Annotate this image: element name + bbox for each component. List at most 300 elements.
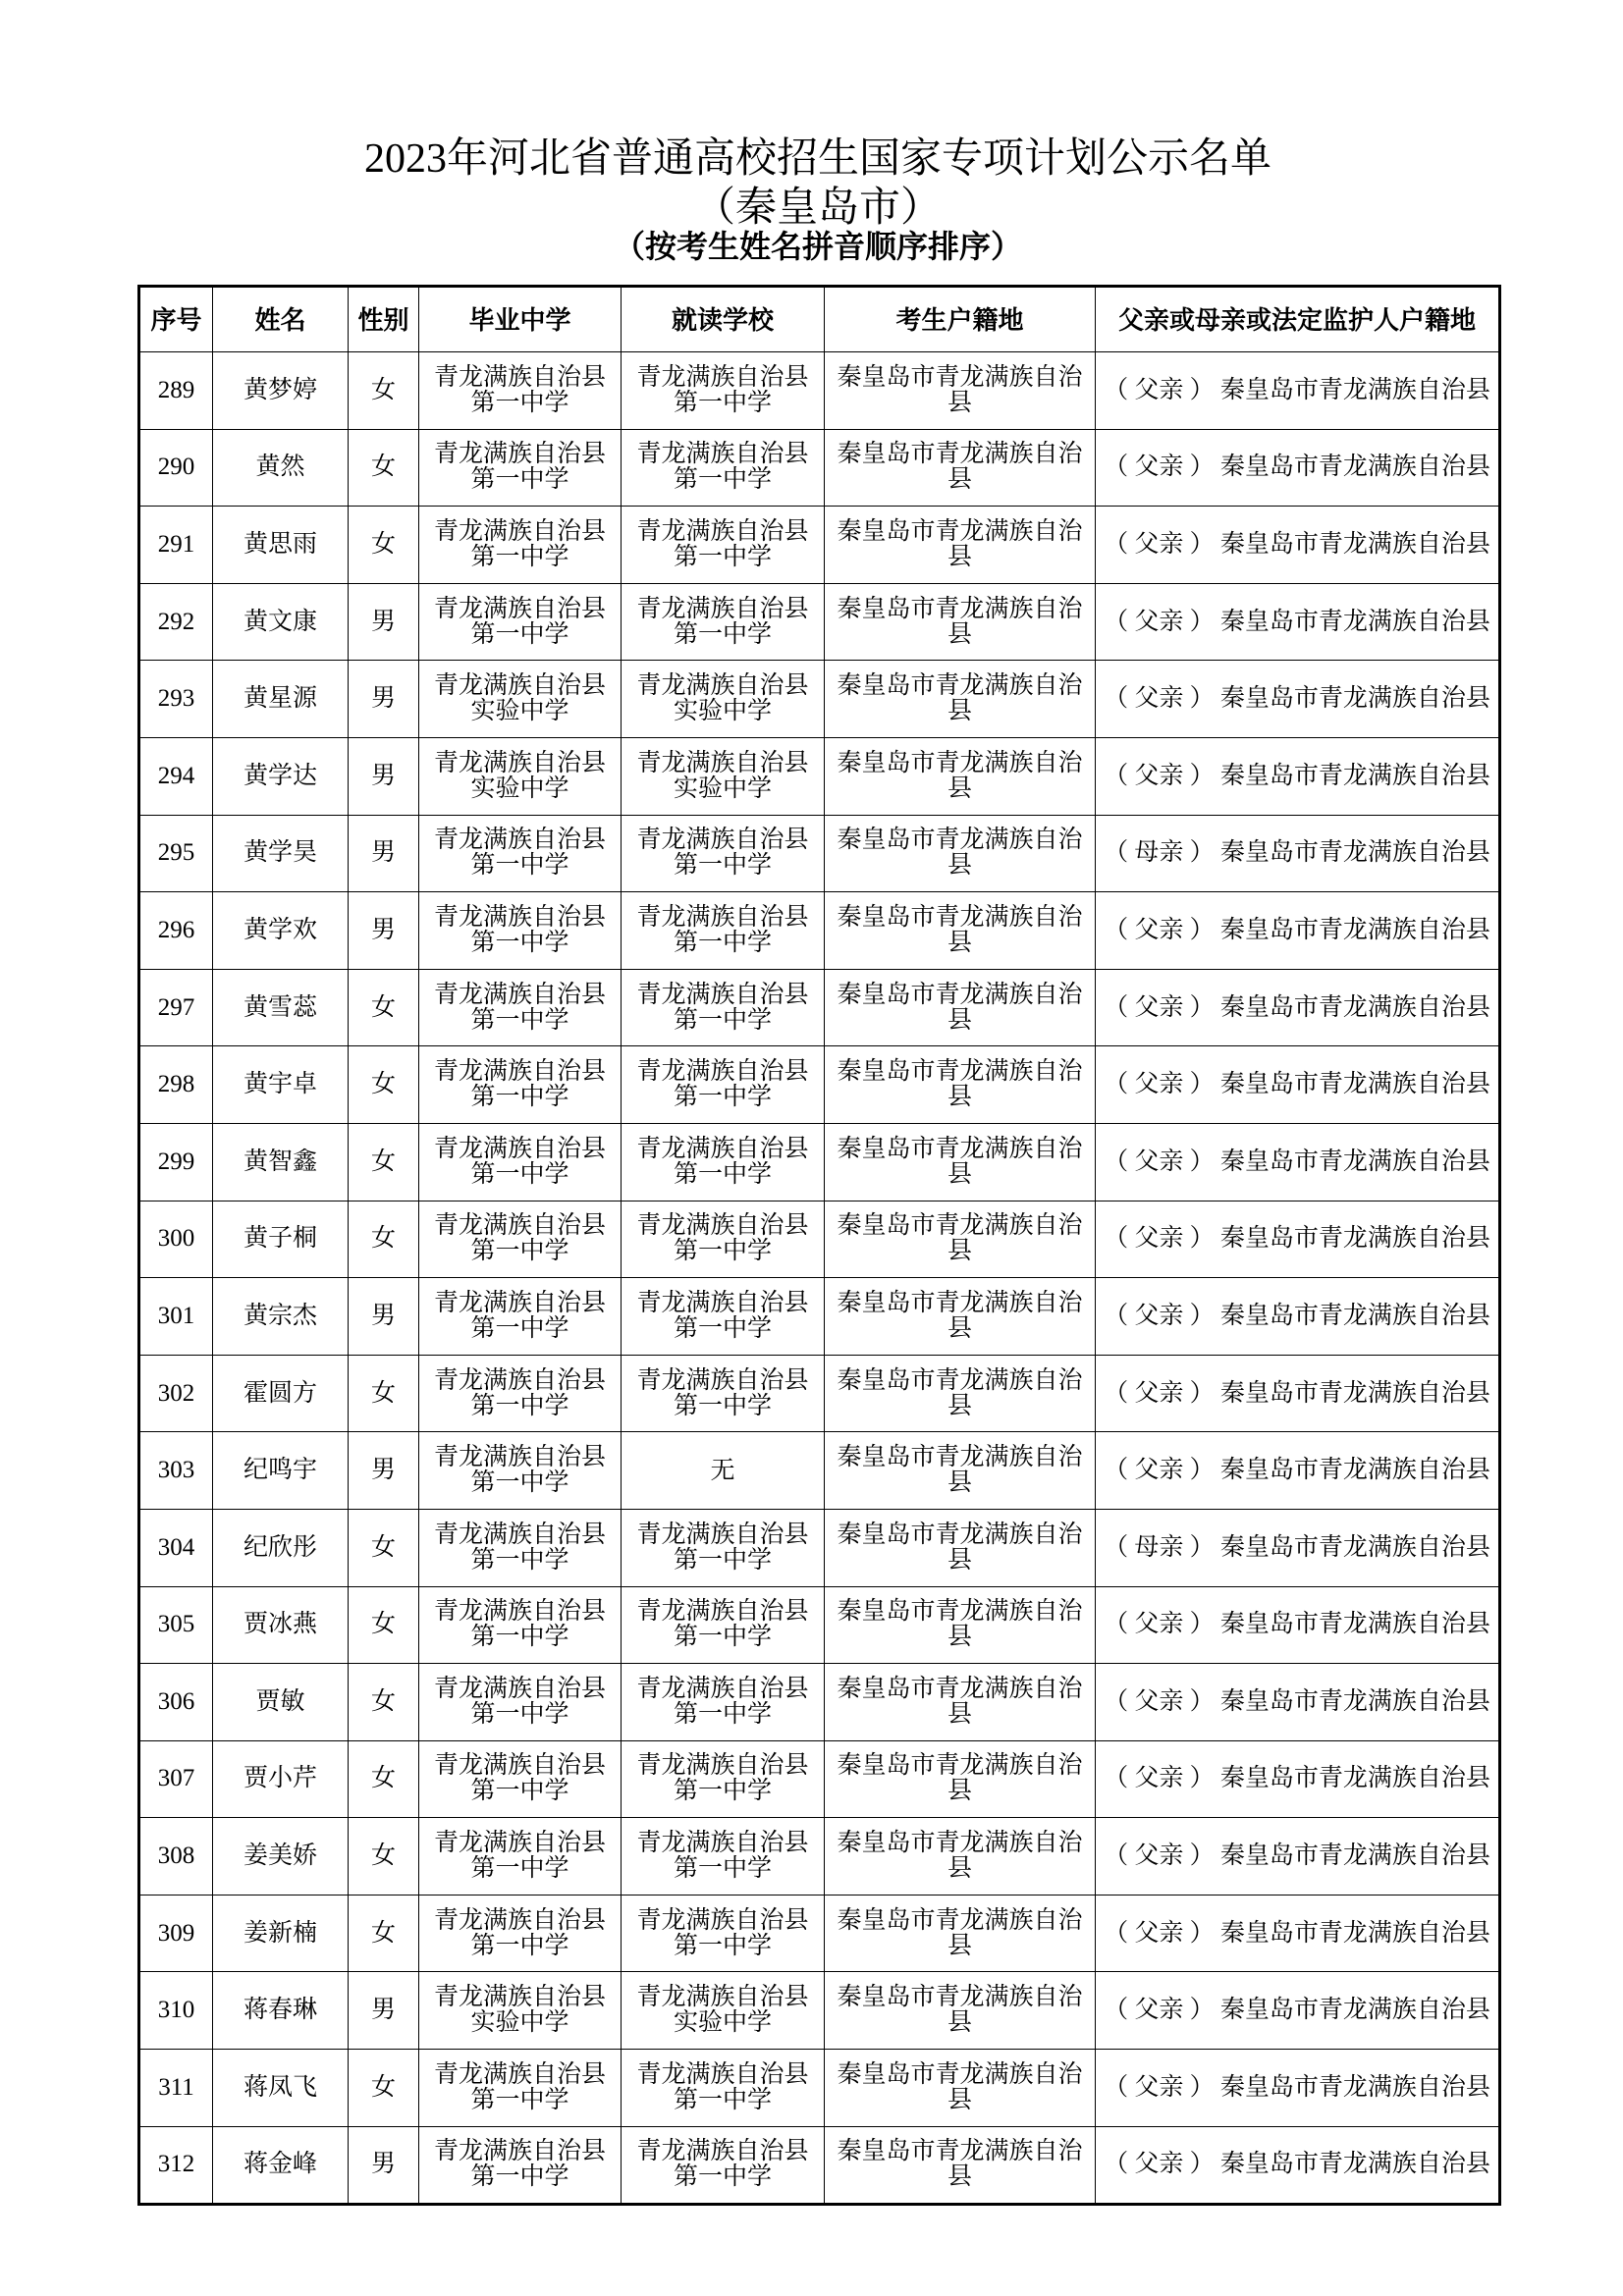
cell-student-hukou-text: 秦皇岛市青龙满族自治县 <box>837 1212 1083 1265</box>
cell-student-hukou-text: 秦皇岛市青龙满族自治县 <box>837 1675 1083 1728</box>
cell-student-hukou-text: 秦皇岛市青龙满族自治县 <box>837 981 1083 1034</box>
cell-gender <box>349 429 419 507</box>
cell-serial-number <box>139 815 213 892</box>
cell-current-school <box>622 1123 825 1201</box>
cell-student-name <box>213 1432 349 1510</box>
cell-guardian-hukou <box>1096 352 1500 430</box>
cell-gender-text: 女 <box>370 1687 396 1715</box>
cell-serial-number <box>139 2050 213 2127</box>
cell-current-school <box>622 1740 825 1818</box>
cell-student-name-text: 贾冰燕 <box>243 1611 317 1638</box>
cell-guardian-hukou <box>1096 1046 1500 1124</box>
cell-graduation-school <box>419 352 622 430</box>
cell-serial-number-text: 293 <box>157 685 195 713</box>
cell-serial-number <box>139 1046 213 1124</box>
cell-student-name-text: 黄子桐 <box>243 1225 317 1253</box>
table-row <box>139 1123 1500 1201</box>
cell-guardian-hukou <box>1096 1895 1500 1972</box>
table-row <box>139 507 1500 584</box>
cell-student-hukou <box>825 1432 1096 1510</box>
cell-current-school-text: 青龙满族自治县实验中学 <box>636 672 809 725</box>
table-row <box>139 892 1500 970</box>
header-gender: 性别 <box>349 287 419 352</box>
cell-serial-number <box>139 507 213 584</box>
cell-student-name <box>213 1818 349 1896</box>
cell-current-school-text: 无 <box>710 1457 735 1484</box>
cell-serial-number-text: 300 <box>157 1225 195 1253</box>
cell-serial-number <box>139 1586 213 1664</box>
cell-guardian-hukou-text: （ 父亲 ） 秦皇岛市青龙满族自治县 <box>1104 1071 1490 1098</box>
cell-student-name-text: 黄雪蕊 <box>243 993 317 1021</box>
table-row <box>139 737 1500 815</box>
cell-current-school <box>622 2126 825 2205</box>
table-row <box>139 1664 1500 1741</box>
cell-graduation-school-text: 青龙满族自治县第一中学 <box>433 1444 606 1497</box>
cell-gender <box>349 815 419 892</box>
cell-guardian-hukou-text: （ 父亲 ） 秦皇岛市青龙满族自治县 <box>1104 2151 1490 2178</box>
cell-student-hukou <box>825 1664 1096 1741</box>
cell-serial-number-text: 310 <box>157 1997 195 2024</box>
cell-gender <box>349 1432 419 1510</box>
cell-guardian-hukou-text: （ 父亲 ） 秦皇岛市青龙满族自治县 <box>1104 376 1490 403</box>
cell-current-school-text: 青龙满族自治县实验中学 <box>636 1984 809 2037</box>
cell-graduation-school <box>419 1586 622 1664</box>
cell-student-name-text: 黄学昊 <box>243 839 317 867</box>
cell-student-hukou-text: 秦皇岛市青龙满族自治县 <box>837 441 1083 494</box>
table-row <box>139 1895 1500 1972</box>
cell-student-name <box>213 1046 349 1124</box>
cell-serial-number <box>139 969 213 1046</box>
table-row <box>139 1586 1500 1664</box>
table-row <box>139 1278 1500 1356</box>
cell-serial-number-text: 306 <box>157 1687 195 1715</box>
cell-serial-number-text: 307 <box>157 1765 195 1792</box>
table-row <box>139 1201 1500 1278</box>
cell-current-school <box>622 2050 825 2127</box>
table-row <box>139 352 1500 430</box>
cell-student-hukou-text: 秦皇岛市青龙满族自治县 <box>837 1984 1083 2037</box>
cell-guardian-hukou <box>1096 583 1500 661</box>
cell-graduation-school-text: 青龙满族自治县第一中学 <box>433 1598 606 1651</box>
cell-student-hukou-text: 秦皇岛市青龙满族自治县 <box>837 1289 1083 1342</box>
cell-current-school-text: 青龙满族自治县第一中学 <box>636 1752 809 1805</box>
cell-student-hukou-text: 秦皇岛市青龙满族自治县 <box>837 1830 1083 1883</box>
cell-graduation-school-text: 青龙满族自治县第一中学 <box>433 1366 606 1419</box>
cell-graduation-school-text: 青龙满族自治县第一中学 <box>433 1058 606 1111</box>
cell-gender-text: 男 <box>370 839 396 867</box>
cell-graduation-school <box>419 969 622 1046</box>
cell-student-hukou-text: 秦皇岛市青龙满族自治县 <box>837 1058 1083 1111</box>
cell-student-hukou <box>825 661 1096 738</box>
cell-guardian-hukou-text: （ 父亲 ） 秦皇岛市青龙满族自治县 <box>1104 1611 1490 1638</box>
cell-current-school <box>622 507 825 584</box>
cell-serial-number <box>139 1201 213 1278</box>
cell-gender <box>349 1278 419 1356</box>
cell-graduation-school <box>419 1509 622 1586</box>
cell-serial-number-text: 309 <box>157 1919 195 1947</box>
cell-student-hukou-text: 秦皇岛市青龙满族自治县 <box>837 1906 1083 1959</box>
cell-student-hukou-text: 秦皇岛市青龙满族自治县 <box>837 827 1083 880</box>
cell-current-school <box>622 429 825 507</box>
table-row <box>139 429 1500 507</box>
sort-note: （按考生姓名拼音顺序排序） <box>613 229 1022 264</box>
table-row <box>139 1432 1500 1510</box>
cell-current-school-text: 青龙满族自治县第一中学 <box>636 903 809 956</box>
cell-serial-number <box>139 1355 213 1432</box>
cell-gender-text: 女 <box>370 993 396 1021</box>
cell-serial-number <box>139 1432 213 1510</box>
cell-student-hukou <box>825 1278 1096 1356</box>
cell-guardian-hukou <box>1096 429 1500 507</box>
cell-student-hukou-text: 秦皇岛市青龙满族自治县 <box>837 672 1083 725</box>
document-region: （秦皇岛市） <box>693 186 942 231</box>
cell-current-school-text: 青龙满族自治县第一中学 <box>636 1058 809 1111</box>
cell-student-name-text: 贾小芹 <box>243 1765 317 1792</box>
cell-student-name <box>213 1201 349 1278</box>
cell-student-hukou-text: 秦皇岛市青龙满族自治县 <box>837 1444 1083 1497</box>
cell-graduation-school <box>419 1664 622 1741</box>
cell-student-name <box>213 429 349 507</box>
cell-guardian-hukou-text: （ 父亲 ） 秦皇岛市青龙满族自治县 <box>1104 762 1490 789</box>
cell-gender-text: 女 <box>370 1148 396 1175</box>
cell-gender-text: 女 <box>370 530 396 558</box>
cell-graduation-school-text: 青龙满族自治县第一中学 <box>433 903 606 956</box>
cell-current-school <box>622 1818 825 1896</box>
cell-gender-text: 女 <box>370 1225 396 1253</box>
cell-student-hukou-text: 秦皇岛市青龙满族自治县 <box>837 517 1083 570</box>
cell-serial-number-text: 308 <box>157 1842 195 1870</box>
header-current-school: 就读学校 <box>622 287 825 352</box>
table-row <box>139 2126 1500 2205</box>
cell-student-hukou-text: 秦皇岛市青龙满族自治县 <box>837 363 1083 416</box>
cell-guardian-hukou <box>1096 1740 1500 1818</box>
cell-gender <box>349 352 419 430</box>
cell-student-name <box>213 2050 349 2127</box>
cell-gender <box>349 2050 419 2127</box>
table-row <box>139 1046 1500 1124</box>
cell-gender <box>349 1740 419 1818</box>
cell-student-name <box>213 583 349 661</box>
cell-student-name <box>213 1740 349 1818</box>
cell-student-hukou <box>825 1201 1096 1278</box>
cell-current-school-text: 青龙满族自治县第一中学 <box>636 2060 809 2113</box>
cell-serial-number <box>139 1664 213 1741</box>
cell-guardian-hukou-text: （ 父亲 ） 秦皇岛市青龙满族自治县 <box>1104 1842 1490 1870</box>
table-row <box>139 1818 1500 1896</box>
cell-student-name <box>213 1586 349 1664</box>
cell-current-school <box>622 737 825 815</box>
cell-graduation-school <box>419 1123 622 1201</box>
cell-graduation-school <box>419 2126 622 2205</box>
cell-student-hukou <box>825 1818 1096 1896</box>
cell-current-school <box>622 815 825 892</box>
cell-serial-number-text: 305 <box>157 1611 195 1638</box>
cell-gender <box>349 661 419 738</box>
cell-gender <box>349 1355 419 1432</box>
cell-current-school <box>622 1201 825 1278</box>
cell-student-hukou-text: 秦皇岛市青龙满族自治县 <box>837 1366 1083 1419</box>
cell-current-school-text: 青龙满族自治县第一中学 <box>636 1598 809 1651</box>
cell-guardian-hukou-text: （ 父亲 ） 秦皇岛市青龙满族自治县 <box>1104 993 1490 1021</box>
cell-student-hukou <box>825 737 1096 815</box>
cell-serial-number-text: 312 <box>157 2151 195 2178</box>
cell-student-name-text: 纪鸣宇 <box>243 1457 317 1484</box>
cell-student-hukou <box>825 1586 1096 1664</box>
cell-current-school-text: 青龙满族自治县第一中学 <box>636 1366 809 1419</box>
cell-current-school-text: 青龙满族自治县第一中学 <box>636 2138 809 2191</box>
cell-student-hukou-text: 秦皇岛市青龙满族自治县 <box>837 1135 1083 1188</box>
cell-student-name <box>213 661 349 738</box>
cell-student-name-text: 蒋金峰 <box>243 2151 317 2178</box>
cell-guardian-hukou-text: （ 母亲 ） 秦皇岛市青龙满族自治县 <box>1104 1533 1490 1561</box>
cell-gender-text: 男 <box>370 608 396 635</box>
cell-serial-number-text: 292 <box>157 608 195 635</box>
cell-current-school <box>622 1432 825 1510</box>
cell-student-name-text: 蒋春琳 <box>243 1997 317 2024</box>
cell-gender-text: 女 <box>370 1071 396 1098</box>
cell-serial-number-text: 304 <box>157 1533 195 1561</box>
cell-student-name <box>213 352 349 430</box>
cell-serial-number <box>139 737 213 815</box>
cell-current-school <box>622 352 825 430</box>
cell-student-hukou <box>825 2050 1096 2127</box>
cell-gender <box>349 1895 419 1972</box>
cell-graduation-school-text: 青龙满族自治县第一中学 <box>433 2060 606 2113</box>
cell-guardian-hukou-text: （ 父亲 ） 秦皇岛市青龙满族自治县 <box>1104 1148 1490 1175</box>
cell-gender-text: 女 <box>370 454 396 481</box>
table-row <box>139 1355 1500 1432</box>
cell-student-name-text: 黄梦婷 <box>243 376 317 403</box>
cell-student-hukou <box>825 815 1096 892</box>
cell-guardian-hukou-text: （ 父亲 ） 秦皇岛市青龙满族自治县 <box>1104 1225 1490 1253</box>
cell-student-hukou <box>825 1355 1096 1432</box>
header-graduation-school: 毕业中学 <box>419 287 622 352</box>
cell-current-school <box>622 1664 825 1741</box>
cell-graduation-school <box>419 1201 622 1278</box>
cell-graduation-school <box>419 507 622 584</box>
cell-student-name-text: 黄然 <box>255 454 305 481</box>
cell-serial-number-text: 296 <box>157 916 195 943</box>
cell-graduation-school-text: 青龙满族自治县第一中学 <box>433 827 606 880</box>
cell-serial-number <box>139 583 213 661</box>
cell-current-school <box>622 661 825 738</box>
document-title: 2023年河北省普通高校招生国家专项计划公示名单 <box>363 136 1271 182</box>
cell-guardian-hukou <box>1096 815 1500 892</box>
cell-serial-number <box>139 1895 213 1972</box>
cell-guardian-hukou <box>1096 661 1500 738</box>
cell-student-name <box>213 1509 349 1586</box>
cell-gender-text: 男 <box>370 1997 396 2024</box>
cell-student-name-text: 黄星源 <box>243 685 317 713</box>
cell-guardian-hukou <box>1096 1664 1500 1741</box>
cell-student-hukou <box>825 1509 1096 1586</box>
header-guardian-hukou: 父亲或母亲或法定监护人户籍地 <box>1096 287 1500 352</box>
cell-gender <box>349 969 419 1046</box>
cell-current-school-text: 青龙满族自治县实验中学 <box>636 749 809 802</box>
cell-gender <box>349 2126 419 2205</box>
cell-graduation-school <box>419 1046 622 1124</box>
cell-graduation-school-text: 青龙满族自治县第一中学 <box>433 1521 606 1574</box>
cell-guardian-hukou <box>1096 1972 1500 2050</box>
cell-serial-number-text: 295 <box>157 839 195 867</box>
cell-current-school-text: 青龙满族自治县第一中学 <box>636 595 809 648</box>
cell-guardian-hukou <box>1096 737 1500 815</box>
cell-student-hukou-text: 秦皇岛市青龙满族自治县 <box>837 1598 1083 1651</box>
cell-guardian-hukou <box>1096 1278 1500 1356</box>
cell-current-school-text: 青龙满族自治县第一中学 <box>636 517 809 570</box>
cell-gender <box>349 1664 419 1741</box>
cell-current-school-text: 青龙满族自治县第一中学 <box>636 1289 809 1342</box>
cell-student-name-text: 贾敏 <box>255 1687 305 1715</box>
cell-graduation-school-text: 青龙满族自治县第一中学 <box>433 2138 606 2191</box>
cell-student-name <box>213 1972 349 2050</box>
cell-gender <box>349 1046 419 1124</box>
table-row <box>139 661 1500 738</box>
cell-student-hukou <box>825 429 1096 507</box>
cell-student-name-text: 黄宗杰 <box>243 1302 317 1329</box>
cell-graduation-school <box>419 892 622 970</box>
cell-gender <box>349 583 419 661</box>
roster-table <box>137 285 1501 2206</box>
cell-graduation-school <box>419 1895 622 1972</box>
cell-gender <box>349 892 419 970</box>
cell-guardian-hukou-text: （ 父亲 ） 秦皇岛市青龙满族自治县 <box>1104 685 1490 713</box>
cell-serial-number <box>139 1278 213 1356</box>
cell-current-school-text: 青龙满族自治县第一中学 <box>636 363 809 416</box>
cell-current-school-text: 青龙满族自治县第一中学 <box>636 1906 809 1959</box>
table-row <box>139 815 1500 892</box>
cell-current-school <box>622 1509 825 1586</box>
cell-gender <box>349 1972 419 2050</box>
cell-student-hukou <box>825 892 1096 970</box>
cell-student-hukou-text: 秦皇岛市青龙满族自治县 <box>837 2138 1083 2191</box>
table-row <box>139 583 1500 661</box>
cell-serial-number <box>139 2126 213 2205</box>
cell-student-hukou <box>825 1046 1096 1124</box>
cell-student-name <box>213 892 349 970</box>
cell-current-school <box>622 583 825 661</box>
table-header <box>139 287 1500 352</box>
cell-student-name <box>213 737 349 815</box>
cell-graduation-school <box>419 1972 622 2050</box>
header-name: 姓名 <box>213 287 349 352</box>
cell-graduation-school-text: 青龙满族自治县第一中学 <box>433 1135 606 1188</box>
header-student-hukou: 考生户籍地 <box>825 287 1096 352</box>
cell-guardian-hukou <box>1096 892 1500 970</box>
cell-student-name-text: 黄文康 <box>243 608 317 635</box>
cell-guardian-hukou-text: （ 父亲 ） 秦皇岛市青龙满族自治县 <box>1104 916 1490 943</box>
cell-current-school <box>622 1355 825 1432</box>
cell-student-name-text: 黄思雨 <box>243 530 317 558</box>
cell-graduation-school <box>419 661 622 738</box>
cell-student-hukou <box>825 1972 1096 2050</box>
cell-graduation-school-text: 青龙满族自治县第一中学 <box>433 441 606 494</box>
cell-student-hukou <box>825 1895 1096 1972</box>
cell-guardian-hukou-text: （ 父亲 ） 秦皇岛市青龙满族自治县 <box>1104 1379 1490 1407</box>
table-body <box>139 352 1500 2205</box>
cell-gender-text: 女 <box>370 1533 396 1561</box>
cell-guardian-hukou <box>1096 1201 1500 1278</box>
cell-current-school <box>622 892 825 970</box>
cell-serial-number <box>139 1123 213 1201</box>
cell-guardian-hukou <box>1096 1355 1500 1432</box>
header-row <box>139 287 1500 352</box>
table-row <box>139 969 1500 1046</box>
cell-student-name-text: 纪欣彤 <box>243 1533 317 1561</box>
cell-guardian-hukou <box>1096 2050 1500 2127</box>
cell-current-school <box>622 969 825 1046</box>
cell-guardian-hukou <box>1096 1586 1500 1664</box>
cell-gender-text: 男 <box>370 1302 396 1329</box>
cell-graduation-school-text: 青龙满族自治县实验中学 <box>433 672 606 725</box>
cell-guardian-hukou <box>1096 1818 1500 1896</box>
cell-guardian-hukou-text: （ 父亲 ） 秦皇岛市青龙满族自治县 <box>1104 1765 1490 1792</box>
cell-student-name <box>213 1123 349 1201</box>
cell-graduation-school-text: 青龙满族自治县第一中学 <box>433 1289 606 1342</box>
cell-graduation-school-text: 青龙满族自治县第一中学 <box>433 595 606 648</box>
table-row <box>139 1740 1500 1818</box>
cell-graduation-school <box>419 1818 622 1896</box>
cell-graduation-school <box>419 737 622 815</box>
cell-student-hukou <box>825 969 1096 1046</box>
cell-student-name <box>213 815 349 892</box>
cell-student-hukou-text: 秦皇岛市青龙满族自治县 <box>837 1752 1083 1805</box>
cell-current-school <box>622 1278 825 1356</box>
cell-guardian-hukou-text: （ 父亲 ） 秦皇岛市青龙满族自治县 <box>1104 2073 1490 2101</box>
cell-serial-number <box>139 1740 213 1818</box>
cell-student-hukou-text: 秦皇岛市青龙满族自治县 <box>837 595 1083 648</box>
cell-gender-text: 女 <box>370 1379 396 1407</box>
cell-current-school-text: 青龙满族自治县第一中学 <box>636 981 809 1034</box>
cell-gender-text: 男 <box>370 685 396 713</box>
cell-graduation-school-text: 青龙满族自治县第一中学 <box>433 1675 606 1728</box>
cell-gender <box>349 507 419 584</box>
cell-graduation-school <box>419 1740 622 1818</box>
cell-guardian-hukou-text: （ 父亲 ） 秦皇岛市青龙满族自治县 <box>1104 1457 1490 1484</box>
cell-student-name-text: 霍圆方 <box>243 1379 317 1407</box>
cell-guardian-hukou <box>1096 1509 1500 1586</box>
cell-graduation-school-text: 青龙满族自治县第一中学 <box>433 517 606 570</box>
cell-graduation-school <box>419 1278 622 1356</box>
header-serial-number: 序号 <box>139 287 213 352</box>
cell-guardian-hukou-text: （ 母亲 ） 秦皇岛市青龙满族自治县 <box>1104 839 1490 867</box>
cell-guardian-hukou <box>1096 969 1500 1046</box>
cell-student-name-text: 黄智鑫 <box>243 1148 317 1175</box>
cell-student-name <box>213 1355 349 1432</box>
cell-graduation-school <box>419 583 622 661</box>
cell-guardian-hukou-text: （ 父亲 ） 秦皇岛市青龙满族自治县 <box>1104 454 1490 481</box>
cell-graduation-school <box>419 2050 622 2127</box>
cell-gender <box>349 1201 419 1278</box>
cell-student-hukou-text: 秦皇岛市青龙满族自治县 <box>837 1521 1083 1574</box>
cell-graduation-school <box>419 1432 622 1510</box>
cell-guardian-hukou <box>1096 1432 1500 1510</box>
cell-student-name-text: 黄学达 <box>243 762 317 789</box>
cell-guardian-hukou <box>1096 2126 1500 2205</box>
cell-gender-text: 女 <box>370 1842 396 1870</box>
cell-guardian-hukou-text: （ 父亲 ） 秦皇岛市青龙满族自治县 <box>1104 608 1490 635</box>
cell-student-name-text: 姜美娇 <box>243 1842 317 1870</box>
cell-serial-number <box>139 661 213 738</box>
cell-serial-number-text: 294 <box>157 762 195 789</box>
cell-serial-number <box>139 892 213 970</box>
cell-student-hukou <box>825 2126 1096 2205</box>
cell-gender-text: 女 <box>370 376 396 403</box>
cell-serial-number-text: 299 <box>157 1148 195 1175</box>
cell-student-name-text: 黄宇卓 <box>243 1071 317 1098</box>
cell-serial-number-text: 290 <box>157 454 195 481</box>
cell-graduation-school <box>419 815 622 892</box>
